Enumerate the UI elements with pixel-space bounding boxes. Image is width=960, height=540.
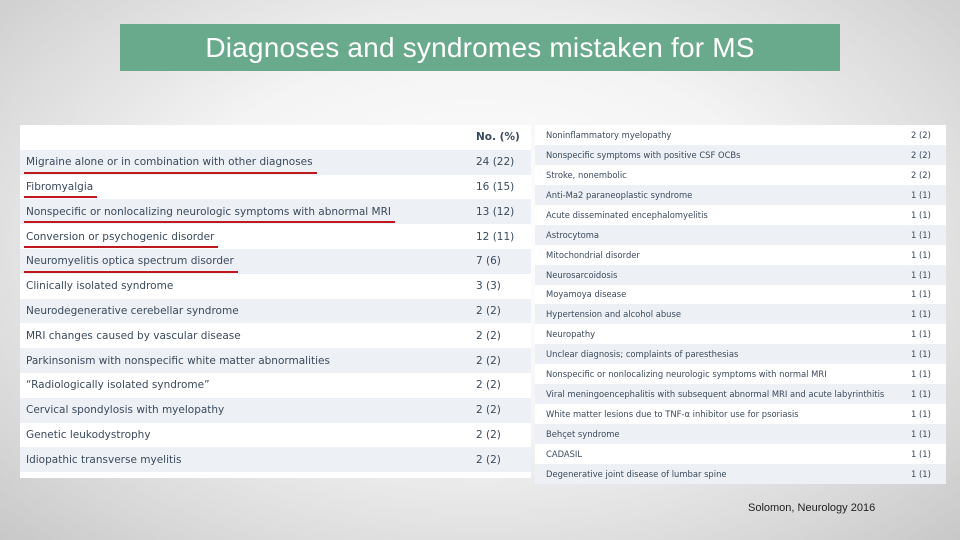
table-row [20,398,531,423]
diagnosis-name: Parkinsonism with nonspecific white matter abnormalities [26,354,330,367]
diagnosis-count: 1 (1) [911,409,931,420]
diagnosis-count: 24 (22) [476,156,515,169]
diagnosis-name: Nonspecific or nonlocalizing neurologic symptoms with normal MRI [546,369,827,380]
table-row [535,225,946,245]
diagnosis-count: 2 (2) [476,428,501,441]
table-row [535,384,946,404]
table-row [535,464,946,484]
table-row [535,185,946,205]
diagnoses-table-right [535,125,946,482]
diagnosis-count: 2 (2) [911,149,931,160]
diagnosis-count: 2 (2) [476,304,501,317]
diagnosis-name: Stroke, nonembolic [546,169,627,180]
diagnosis-name: Conversion or psychogenic disorder [26,230,215,243]
header-count-label: No. (%) [476,131,520,144]
diagnosis-count: 2 (2) [476,379,501,392]
diagnosis-count: 2 (2) [476,354,501,367]
diagnosis-count: 7 (6) [476,255,501,268]
diagnosis-count: 16 (15) [476,180,515,193]
table-row [20,274,531,299]
diagnosis-name: Clinically isolated syndrome [26,280,174,293]
diagnosis-name: Fibromyalgia [26,180,94,193]
diagnosis-name: Genetic leukodystrophy [26,428,151,441]
table-row [535,165,946,185]
diagnosis-count: 1 (1) [911,329,931,340]
diagnosis-count: 2 (2) [476,404,501,417]
red-underline-annotation [24,196,97,198]
diagnosis-name: Anti-Ma2 paraneoplastic syndrome [546,189,693,200]
diagnoses-table-left [20,125,531,478]
diagnosis-count: 1 (1) [911,468,931,479]
diagnosis-count: 2 (2) [476,329,501,342]
diagnosis-name: CADASIL [546,448,583,459]
citation: Solomon, Neurology 2016 [748,502,876,514]
red-underline-annotation [24,246,218,248]
table-row [535,265,946,285]
diagnosis-name: Nonspecific or nonlocalizing neurologic symptoms with abnormal MRI [26,205,391,218]
diagnosis-count: 1 (1) [911,229,931,240]
table-row [535,324,946,344]
red-underline-annotation [24,172,317,174]
table-row [20,348,531,373]
diagnosis-name: Neurodegenerative cerebellar syndrome [26,304,239,317]
table-row [20,199,531,224]
table-row [535,304,946,324]
diagnosis-count: 1 (1) [911,189,931,200]
table-row [20,447,531,472]
table-row [20,150,531,175]
diagnosis-count: 2 (2) [911,129,931,140]
diagnosis-name: Mitochondrial disorder [546,249,640,260]
diagnosis-count: 1 (1) [911,369,931,380]
diagnosis-count: 1 (1) [911,448,931,459]
diagnosis-count: 12 (11) [476,230,515,243]
diagnosis-name: Cervical spondylosis with myelopathy [26,404,225,417]
diagnosis-name: “Radiologically isolated syndrome” [26,379,210,392]
diagnosis-count: 2 (2) [476,453,501,466]
diagnosis-count: 1 (1) [911,309,931,320]
table-header-row [20,125,531,150]
table-row [20,249,531,274]
diagnosis-name: White matter lesions due to TNF-α inhibitor use for psoriasis [546,409,799,420]
diagnosis-count: 1 (1) [911,429,931,440]
diagnosis-count: 3 (3) [476,280,501,293]
diagnosis-count: 1 (1) [911,209,931,220]
diagnosis-name: Neurosarcoidosis [546,269,618,280]
red-underline-annotation [24,221,395,223]
table-row [20,373,531,398]
table-row [20,175,531,200]
diagnosis-name: Idiopathic transverse myelitis [26,453,182,466]
table-row [535,364,946,384]
diagnosis-name: Behçet syndrome [546,429,620,440]
table-row [535,285,946,305]
diagnosis-name: Unclear diagnosis; complaints of paresthesias [546,349,739,360]
diagnosis-name: Acute disseminated encephalomyelitis [546,209,708,220]
diagnosis-count: 13 (12) [476,205,515,218]
diagnosis-name: Noninflammatory myelopathy [546,129,672,140]
table-row [535,145,946,165]
diagnosis-name: Neuropathy [546,329,596,340]
table-row [535,404,946,424]
table-row [535,125,946,145]
table-row [535,444,946,464]
table-row [535,344,946,364]
diagnosis-count: 1 (1) [911,289,931,300]
diagnosis-name: Nonspecific symptoms with positive CSF OCBs [546,149,741,160]
diagnosis-name: Migraine alone or in combination with other diagnoses [26,156,313,169]
diagnosis-count: 1 (1) [911,349,931,360]
diagnosis-name: Astrocytoma [546,229,600,240]
diagnosis-count: 2 (2) [911,169,931,180]
diagnosis-count: 1 (1) [911,249,931,260]
table-row [535,424,946,444]
diagnosis-count: 1 (1) [911,269,931,280]
table-row [20,423,531,448]
diagnosis-name: Viral meningoencephalitis with subsequent abnormal MRI and acute labyrinthitis [546,389,885,400]
table-row [20,224,531,249]
table-row [20,323,531,348]
table-row [20,299,531,324]
diagnosis-name: Neuromyelitis optica spectrum disorder [26,255,234,268]
diagnosis-name: Degenerative joint disease of lumbar spine [546,468,727,479]
diagnosis-name: Hypertension and alcohol abuse [546,309,681,320]
red-underline-annotation [24,271,238,273]
diagnosis-name: Moyamoya disease [546,289,627,300]
diagnosis-count: 1 (1) [911,389,931,400]
table-row [535,205,946,225]
diagnosis-name: MRI changes caused by vascular disease [26,329,241,342]
slide-title: Diagnoses and syndromes mistaken for MS [120,24,840,71]
table-row [535,245,946,265]
